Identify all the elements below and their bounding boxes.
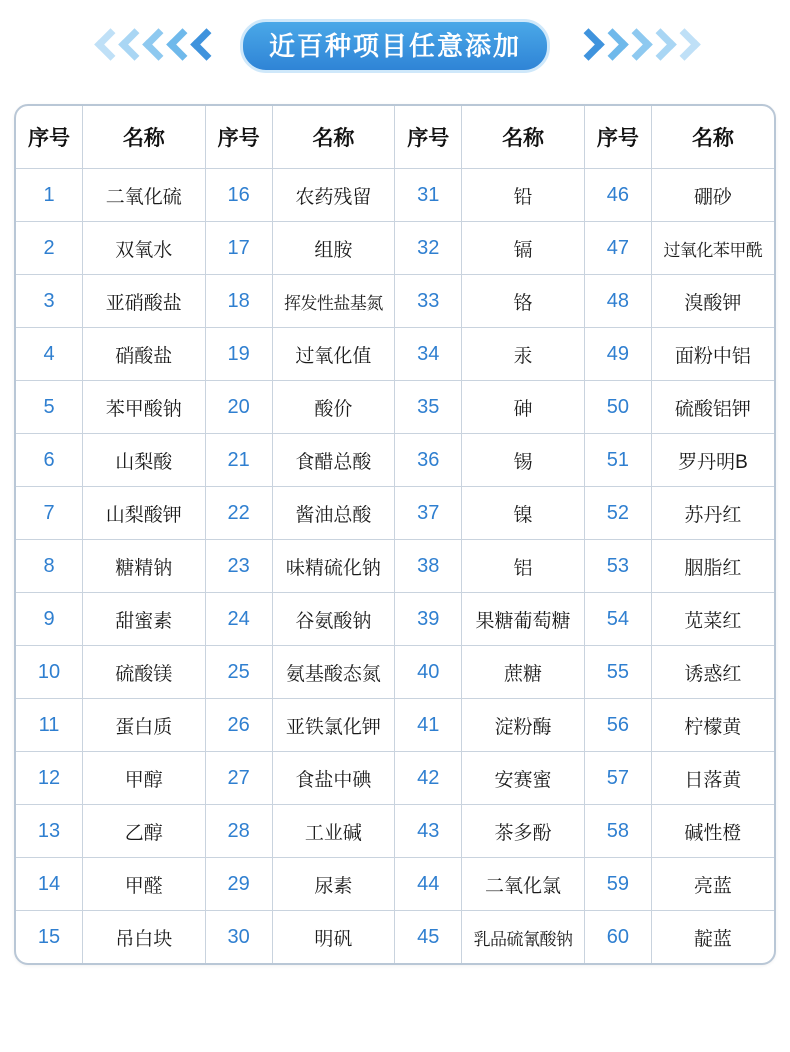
chevron-left-icon — [144, 29, 166, 63]
item-name-cell: 双氧水 — [83, 222, 206, 275]
item-name-cell: 农药残留 — [272, 169, 395, 222]
table-row — [16, 858, 774, 911]
chevron-right-icon — [600, 29, 622, 63]
item-index-cell: 27 — [205, 752, 272, 805]
item-name-cell: 挥发性盐基氮 — [272, 275, 395, 328]
item-name-cell: 汞 — [462, 328, 585, 381]
item-index-cell: 56 — [584, 699, 651, 752]
item-name-cell: 酸价 — [272, 381, 395, 434]
item-index-cell: 35 — [395, 381, 462, 434]
item-name-cell: 二氧化氯 — [462, 858, 585, 911]
item-name-cell: 安赛蜜 — [462, 752, 585, 805]
item-index-cell: 45 — [395, 911, 462, 964]
table-column-header: 名称 — [462, 106, 585, 169]
item-name-cell: 糖精钠 — [83, 540, 206, 593]
item-index-cell: 23 — [205, 540, 272, 593]
item-index-cell: 21 — [205, 434, 272, 487]
item-index-cell: 36 — [395, 434, 462, 487]
table-row — [16, 328, 774, 381]
item-index-cell: 10 — [16, 646, 83, 699]
chevron-right-icon — [672, 29, 694, 63]
item-name-cell: 明矾 — [272, 911, 395, 964]
chevron-left-icon — [192, 29, 214, 63]
item-index-cell: 42 — [395, 752, 462, 805]
item-name-cell: 蛋白质 — [83, 699, 206, 752]
item-index-cell: 16 — [205, 169, 272, 222]
item-index-cell: 29 — [205, 858, 272, 911]
table-column-header: 序号 — [205, 106, 272, 169]
item-name-cell: 甲醇 — [83, 752, 206, 805]
item-name-cell: 硼砂 — [651, 169, 774, 222]
item-name-cell: 过氧化值 — [272, 328, 395, 381]
item-index-cell: 60 — [584, 911, 651, 964]
item-index-cell: 40 — [395, 646, 462, 699]
item-index-cell: 28 — [205, 805, 272, 858]
item-name-cell: 苋菜红 — [651, 593, 774, 646]
item-name-cell: 柠檬黄 — [651, 699, 774, 752]
table-row — [16, 593, 774, 646]
item-index-cell: 8 — [16, 540, 83, 593]
item-index-cell: 50 — [584, 381, 651, 434]
item-index-cell: 4 — [16, 328, 83, 381]
table-row — [16, 805, 774, 858]
item-index-cell: 31 — [395, 169, 462, 222]
item-name-cell: 组胺 — [272, 222, 395, 275]
item-name-cell: 铝 — [462, 540, 585, 593]
item-name-cell: 乳品硫氰酸钠 — [462, 911, 585, 964]
item-name-cell: 苏丹红 — [651, 487, 774, 540]
item-name-cell: 砷 — [462, 381, 585, 434]
table-column-header: 名称 — [272, 106, 395, 169]
table-row — [16, 646, 774, 699]
page-title: 近百种项目任意添加 — [240, 19, 550, 73]
page-header — [0, 0, 790, 92]
item-index-cell: 48 — [584, 275, 651, 328]
table-column-header: 序号 — [16, 106, 83, 169]
item-name-cell: 蔗糖 — [462, 646, 585, 699]
item-index-cell: 14 — [16, 858, 83, 911]
item-index-cell: 25 — [205, 646, 272, 699]
item-index-cell: 18 — [205, 275, 272, 328]
item-name-cell: 铬 — [462, 275, 585, 328]
item-name-cell: 镍 — [462, 487, 585, 540]
table-row — [16, 752, 774, 805]
item-name-cell: 溴酸钾 — [651, 275, 774, 328]
item-index-cell: 24 — [205, 593, 272, 646]
item-name-cell: 罗丹明B — [651, 434, 774, 487]
item-index-cell: 54 — [584, 593, 651, 646]
item-index-cell: 9 — [16, 593, 83, 646]
item-index-cell: 26 — [205, 699, 272, 752]
table-row — [16, 434, 774, 487]
item-index-cell: 49 — [584, 328, 651, 381]
item-index-cell: 7 — [16, 487, 83, 540]
item-name-cell: 甜蜜素 — [83, 593, 206, 646]
item-index-cell: 2 — [16, 222, 83, 275]
item-name-cell: 茶多酚 — [462, 805, 585, 858]
item-index-cell: 15 — [16, 911, 83, 964]
item-name-cell: 酱油总酸 — [272, 487, 395, 540]
item-index-cell: 34 — [395, 328, 462, 381]
item-index-cell: 51 — [584, 434, 651, 487]
item-name-cell: 氨基酸态氮 — [272, 646, 395, 699]
table-column-header: 名称 — [651, 106, 774, 169]
item-index-cell: 32 — [395, 222, 462, 275]
item-name-cell: 淀粉酶 — [462, 699, 585, 752]
item-index-cell: 13 — [16, 805, 83, 858]
item-index-cell: 37 — [395, 487, 462, 540]
item-name-cell: 山梨酸 — [83, 434, 206, 487]
item-name-cell: 过氧化苯甲酰 — [651, 222, 774, 275]
items-table-card — [14, 104, 776, 965]
item-name-cell: 面粉中铝 — [651, 328, 774, 381]
item-index-cell: 39 — [395, 593, 462, 646]
table-column-header: 名称 — [83, 106, 206, 169]
item-index-cell: 19 — [205, 328, 272, 381]
item-name-cell: 尿素 — [272, 858, 395, 911]
item-name-cell: 铅 — [462, 169, 585, 222]
item-name-cell: 谷氨酸钠 — [272, 593, 395, 646]
item-name-cell: 镉 — [462, 222, 585, 275]
table-row — [16, 699, 774, 752]
item-index-cell: 33 — [395, 275, 462, 328]
table-column-header: 序号 — [584, 106, 651, 169]
table-header-row — [16, 106, 774, 169]
item-name-cell: 诱惑红 — [651, 646, 774, 699]
item-name-cell: 果糖葡萄糖 — [462, 593, 585, 646]
item-name-cell: 食醋总酸 — [272, 434, 395, 487]
item-name-cell: 二氧化硫 — [83, 169, 206, 222]
item-name-cell: 胭脂红 — [651, 540, 774, 593]
table-column-header: 序号 — [395, 106, 462, 169]
item-name-cell: 亚硝酸盐 — [83, 275, 206, 328]
item-name-cell: 靛蓝 — [651, 911, 774, 964]
item-index-cell: 53 — [584, 540, 651, 593]
item-name-cell: 亮蓝 — [651, 858, 774, 911]
chevron-left-icon — [120, 29, 142, 63]
item-index-cell: 55 — [584, 646, 651, 699]
item-index-cell: 46 — [584, 169, 651, 222]
item-name-cell: 山梨酸钾 — [83, 487, 206, 540]
item-index-cell: 6 — [16, 434, 83, 487]
item-index-cell: 5 — [16, 381, 83, 434]
item-name-cell: 吊白块 — [83, 911, 206, 964]
items-table — [16, 106, 774, 963]
right-chevron-group — [576, 29, 694, 63]
left-chevron-group — [96, 29, 214, 63]
chevron-right-icon — [624, 29, 646, 63]
item-name-cell: 亚铁氯化钾 — [272, 699, 395, 752]
item-index-cell: 41 — [395, 699, 462, 752]
table-row — [16, 381, 774, 434]
item-name-cell: 碱性橙 — [651, 805, 774, 858]
table-body — [16, 169, 774, 964]
item-name-cell: 日落黄 — [651, 752, 774, 805]
table-row — [16, 169, 774, 222]
table-row — [16, 275, 774, 328]
item-index-cell: 1 — [16, 169, 83, 222]
item-index-cell: 17 — [205, 222, 272, 275]
item-index-cell: 43 — [395, 805, 462, 858]
table-row — [16, 911, 774, 964]
table-row — [16, 222, 774, 275]
item-index-cell: 30 — [205, 911, 272, 964]
item-name-cell: 食盐中碘 — [272, 752, 395, 805]
chevron-left-icon — [96, 29, 118, 63]
item-index-cell: 12 — [16, 752, 83, 805]
item-index-cell: 38 — [395, 540, 462, 593]
item-index-cell: 11 — [16, 699, 83, 752]
item-index-cell: 22 — [205, 487, 272, 540]
item-index-cell: 59 — [584, 858, 651, 911]
table-row — [16, 487, 774, 540]
item-name-cell: 锡 — [462, 434, 585, 487]
item-name-cell: 硫酸镁 — [83, 646, 206, 699]
item-index-cell: 20 — [205, 381, 272, 434]
item-name-cell: 乙醇 — [83, 805, 206, 858]
item-name-cell: 味精硫化钠 — [272, 540, 395, 593]
chevron-right-icon — [576, 29, 598, 63]
chevron-right-icon — [648, 29, 670, 63]
item-name-cell: 甲醛 — [83, 858, 206, 911]
item-name-cell: 硫酸铝钾 — [651, 381, 774, 434]
item-index-cell: 52 — [584, 487, 651, 540]
table-row — [16, 540, 774, 593]
item-name-cell: 硝酸盐 — [83, 328, 206, 381]
chevron-left-icon — [168, 29, 190, 63]
item-index-cell: 47 — [584, 222, 651, 275]
item-index-cell: 3 — [16, 275, 83, 328]
item-name-cell: 工业碱 — [272, 805, 395, 858]
item-index-cell: 58 — [584, 805, 651, 858]
item-index-cell: 44 — [395, 858, 462, 911]
item-name-cell: 苯甲酸钠 — [83, 381, 206, 434]
item-index-cell: 57 — [584, 752, 651, 805]
